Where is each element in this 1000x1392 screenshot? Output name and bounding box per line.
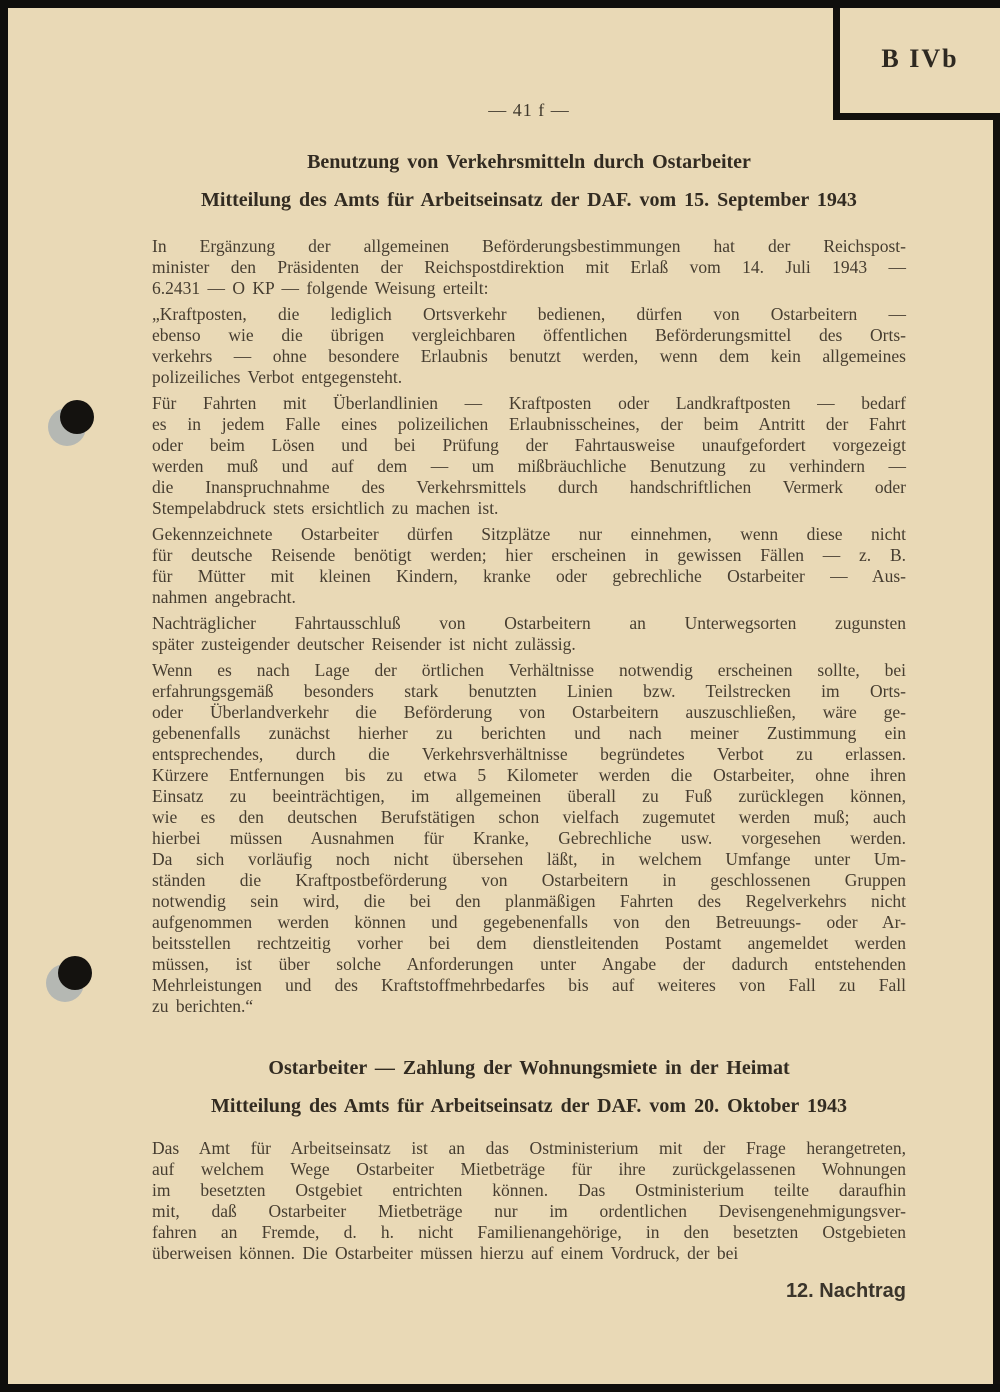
page-number: — 41 f — xyxy=(488,100,570,120)
supplement-label: 12. Nachtrag xyxy=(785,1280,906,1302)
text-line: Wenn es nach Lage der örtlichen Verhältnisse notwendig erscheinen sollte, bei xyxy=(152,660,906,680)
section-2-title: Ostarbeiter — Zahlung der Wohnungsmiete in der Heimat xyxy=(268,1057,790,1079)
section-1-paragraphs xyxy=(152,236,906,1022)
text-line: mit, daß Ostarbeiter Mietbeträge nur im ordentlichen Devisengenehmigungsver- xyxy=(152,1201,906,1221)
text-line: im besetzten Ostgebiet entrichten können. Das Ostministerium teilte daraufhin xyxy=(152,1180,906,1200)
classification-label: B IVb xyxy=(881,43,959,73)
text-line: es in jedem Falle eines polizeilichen Erlaubnisscheines, der beim Antritt der Fahrt xyxy=(152,414,906,434)
text-line: ständen die Kraftpostbeförderung von Ostarbeitern in geschlossenen Gruppen xyxy=(152,870,906,890)
text-line: für deutsche Reisende benötigt werden; hier erscheinen in gewissen Fällen — z. B. xyxy=(152,545,906,565)
text-line: Das Amt für Arbeitseinsatz ist an das Ostministerium mit der Frage herangetreten, xyxy=(152,1138,906,1158)
text-line: minister den Präsidenten der Reichspostdirektion mit Erlaß vom 14. Juli 1943 — xyxy=(152,257,906,277)
paragraph xyxy=(152,1138,906,1264)
hole-punch-top xyxy=(48,400,94,446)
text-line: polizeiliches Verbot entgegensteht. xyxy=(152,367,403,387)
text-line: beitsstellen rechtzeitig vorher bei dem dienstleitenden Postamt angemeldet werden xyxy=(152,933,906,953)
text-line: nahmen angebracht. xyxy=(152,587,296,607)
text-line: überweisen können. Die Ostarbeiter müssen hierzu auf einem Vordruck, der bei xyxy=(152,1243,739,1263)
text-line: aufgenommen werden können und gegebenenfalls von den Betreuungs- oder Ar- xyxy=(152,912,906,932)
paragraph xyxy=(152,524,906,608)
paragraph xyxy=(152,660,906,1017)
text-line: die Inanspruchnahme des Verkehrsmittels durch handschriftlichen Vermerk oder xyxy=(152,477,906,497)
paragraph xyxy=(152,613,906,655)
text-line: zu berichten.“ xyxy=(152,996,254,1016)
text-line: Stempelabdruck stets ersichtlich zu machen ist. xyxy=(152,498,499,518)
text-line: erfahrungsgemäß besonders stark benutzten Linien bzw. Teilstrecken im Orts- xyxy=(152,681,906,701)
text-line: 6.2431 — O KP — folgende Weisung erteilt: xyxy=(152,278,489,298)
text-line: In Ergänzung der allgemeinen Beförderungsbestimmungen hat der Reichspost- xyxy=(152,236,906,256)
text-line: für Mütter mit kleinen Kindern, kranke oder gebrechliche Ostarbeiter — Aus- xyxy=(152,566,906,586)
text-line: gebenenfalls zunächst hierher zu berichten und nach meiner Zustimmung ein xyxy=(152,723,906,743)
section-2-paragraphs xyxy=(152,1138,906,1269)
text-line: wie es den deutschen Berufstätigen schon vielfach zugemutet werden muß; auch xyxy=(152,807,906,827)
text-line: „Kraftposten, die lediglich Ortsverkehr bedienen, dürfen von Ostarbeitern — xyxy=(152,304,906,324)
text-line: entsprechendes, durch die Verkehrsverhältnisse begründetes Verbot zu erlassen. xyxy=(152,744,906,764)
section-1-title: Benutzung von Verkehrsmitteln durch Ostarbeiter xyxy=(307,151,751,173)
section-2-subtitle: Mitteilung des Amts für Arbeitseinsatz der DAF. vom 20. Oktober 1943 xyxy=(211,1095,847,1117)
paragraph xyxy=(152,304,906,388)
text-line: Nachträglicher Fahrtausschluß von Ostarbeitern an Unterwegsorten zugunsten xyxy=(152,613,906,633)
text-line: werden muß und auf dem — um mißbräuchliche Benutzung zu verhindern — xyxy=(152,456,906,476)
hole-punch-bottom xyxy=(46,956,92,1002)
paragraph xyxy=(152,393,906,519)
text-line: hierbei müssen Ausnahmen für Kranke, Gebrechliche usw. vorgesehen werden. xyxy=(152,828,906,848)
text-line: ebenso wie die übrigen vergleichbaren öffentlichen Beförderungsmittel des Orts- xyxy=(152,325,906,345)
text-line: später zusteigender deutscher Reisender ist nicht zulässig. xyxy=(152,634,576,654)
text-line: notwendig sein wird, die bei den planmäßigen Fahrten des Regelverkehrs nicht xyxy=(152,891,906,911)
text-line: Mehrleistungen und des Kraftstoffmehrbedarfes bis auf weiteres von Fall zu Fall xyxy=(152,975,906,995)
text-line: oder Überlandverkehr die Beförderung von Ostarbeitern auszuschließen, wäre ge- xyxy=(152,702,906,722)
scan-edge-right xyxy=(993,115,1000,1384)
text-line: müssen, ist über solche Anforderungen unter Angabe der dadurch entstehenden xyxy=(152,954,906,974)
text-line: Für Fahrten mit Überlandlinien — Kraftposten oder Landkraftposten — bedarf xyxy=(152,393,906,413)
text-line: oder beim Lösen und bei Prüfung der Fahrtausweise unaufgefordert vorgezeigt xyxy=(152,435,906,455)
text-line: Gekennzeichnete Ostarbeiter dürfen Sitzplätze nur einnehmen, wenn diese nicht xyxy=(152,524,906,544)
text-line: Da sich vorläufig noch nicht übersehen läßt, in welchem Umfange unter Um- xyxy=(152,849,906,869)
scanned-page xyxy=(8,8,1000,1384)
hole-punch-hole xyxy=(58,956,92,990)
text-line: auf welchem Wege Ostarbeiter Mietbeträge für ihre zurückgelassenen Wohnungen xyxy=(152,1159,906,1179)
hole-punch-hole xyxy=(60,400,94,434)
paragraph xyxy=(152,236,906,299)
text-line: fahren an Fremde, d. h. nicht Familienangehörige, in den besetzten Ostgebieten xyxy=(152,1222,906,1242)
text-line: Einsatz zu beeinträchtigen, im allgemeinen überall zu Fuß zurücklegen können, xyxy=(152,786,906,806)
text-line: verkehrs — ohne besondere Erlaubnis benutzt werden, wenn dem kein allgemeines xyxy=(152,346,906,366)
text-line: Kürzere Entfernungen bis zu etwa 5 Kilometer werden die Ostarbeiter, ohne ihren xyxy=(152,765,906,785)
section-1-subtitle: Mitteilung des Amts für Arbeitseinsatz der DAF. vom 15. September 1943 xyxy=(201,189,857,211)
